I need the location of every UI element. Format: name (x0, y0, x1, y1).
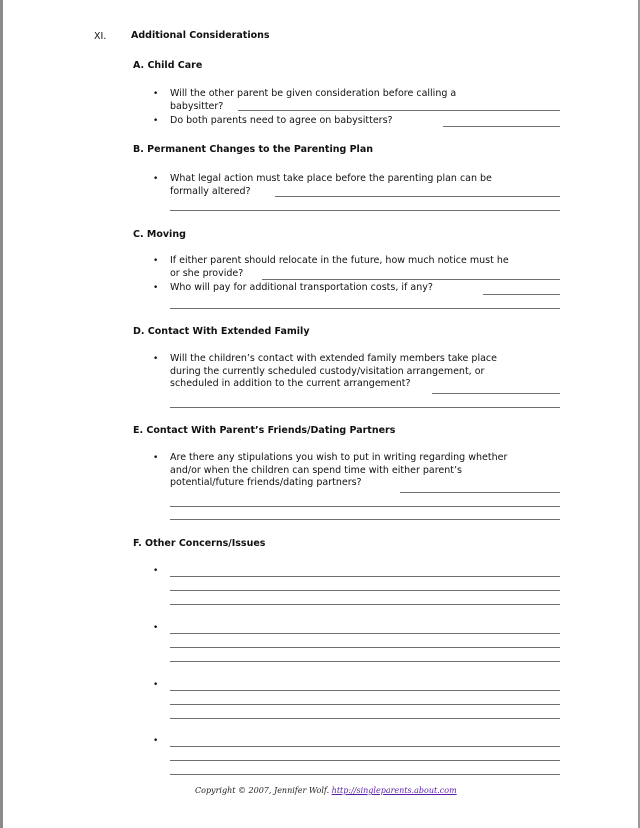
answer-line[interactable] (170, 590, 560, 591)
subsection-title-extended-family: D. Contact With Extended Family (133, 326, 310, 337)
answer-line[interactable] (432, 393, 560, 394)
answer-line[interactable] (443, 126, 560, 127)
question-text: Who will pay for additional transportation costs, if any? (170, 282, 433, 293)
subsection-title-child-care: A. Child Care (133, 60, 203, 71)
answer-line[interactable] (170, 604, 560, 605)
question-text: What legal action must take place before the parenting plan can be formally altered? (170, 173, 492, 197)
question-text: Are there any stipulations you wish to put in writing regarding whether and/or when the children can spend time with either parent’s potential/future friends/dating partners? (170, 452, 508, 488)
bullet-icon: • (153, 736, 159, 746)
bullet-icon: • (153, 116, 159, 126)
question-text: Do both parents need to agree on babysitters? (170, 115, 393, 126)
bullet-icon: • (153, 283, 159, 293)
subsection-title-moving: C. Moving (133, 229, 186, 240)
copyright-text: Copyright © 2007, Jennifer Wolf. (195, 786, 330, 795)
answer-line[interactable] (170, 647, 560, 648)
answer-line[interactable] (170, 308, 560, 309)
section-number: XI. (94, 31, 107, 42)
question-text: If either parent should relocate in the future, how much notice must he or she provide? (170, 255, 509, 279)
answer-line[interactable] (170, 661, 560, 662)
bullet-icon: • (153, 174, 159, 184)
question-text: Will the other parent be given consideration before calling a babysitter? (170, 88, 457, 112)
bullet-icon: • (153, 680, 159, 690)
answer-line[interactable] (238, 110, 560, 111)
bullet-icon: • (153, 89, 159, 99)
bullet-icon: • (153, 453, 159, 463)
answer-line[interactable] (170, 210, 560, 211)
answer-line[interactable] (170, 690, 560, 691)
subsection-title-friends-dating: E. Contact With Parent’s Friends/Dating Partners (133, 425, 396, 436)
bullet-icon: • (153, 256, 159, 266)
answer-line[interactable] (170, 718, 560, 719)
answer-line[interactable] (262, 279, 560, 280)
answer-line[interactable] (275, 196, 560, 197)
subsection-title-other-concerns: F. Other Concerns/Issues (133, 538, 266, 549)
section-title: Additional Considerations (131, 30, 270, 41)
footer-link[interactable]: http://singleparents.about.com (331, 786, 457, 795)
answer-line[interactable] (170, 774, 560, 775)
answer-line[interactable] (170, 519, 560, 520)
answer-line[interactable] (483, 294, 560, 295)
answer-line[interactable] (170, 633, 560, 634)
page-edge-left (0, 0, 3, 828)
question-text: Will the children’s contact with extended family members take place during the currently scheduled custody/visitation arrangement, or scheduled in addition to the current arrangement? (170, 353, 497, 389)
answer-line[interactable] (170, 576, 560, 577)
answer-line[interactable] (400, 492, 560, 493)
answer-line[interactable] (170, 704, 560, 705)
footer-copyright (195, 786, 457, 795)
answer-line[interactable] (170, 746, 560, 747)
bullet-icon: • (153, 623, 159, 633)
answer-line[interactable] (170, 506, 560, 507)
bullet-icon: • (153, 354, 159, 364)
subsection-title-permanent-changes: B. Permanent Changes to the Parenting Plan (133, 144, 373, 155)
bullet-icon: • (153, 566, 159, 576)
answer-line[interactable] (170, 760, 560, 761)
answer-line[interactable] (170, 407, 560, 408)
